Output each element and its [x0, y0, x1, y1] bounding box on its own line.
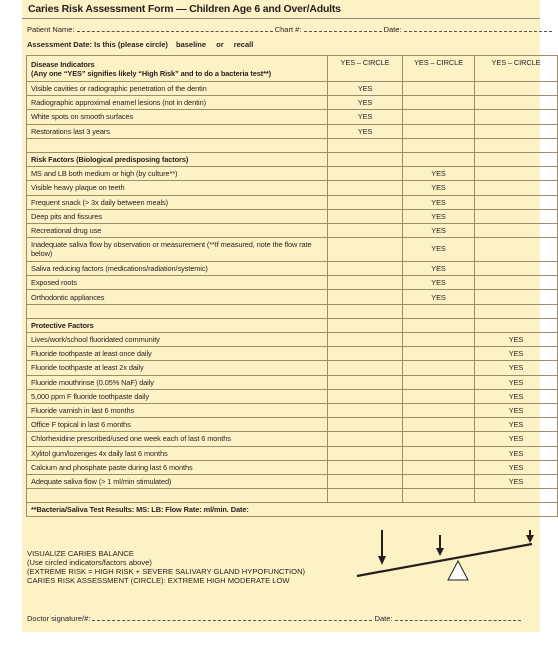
signature-row [27, 613, 521, 623]
factor-label: Fluoride mouthrinse (0.05% NaF) daily [27, 375, 328, 389]
disease-indicators-subtitle: (Any one “YES” signifies likely “High Risk” and to do a bacteria test**) [31, 68, 272, 78]
empty-cell [328, 262, 403, 276]
empty-cell [475, 82, 558, 96]
spacer-row [27, 489, 558, 503]
empty-cell [328, 403, 403, 417]
risk-factors-heading: Risk Factors (Biological predisposing factors) [27, 152, 328, 166]
date-label: Date: [383, 25, 402, 34]
patient-name-field[interactable] [77, 24, 273, 32]
factor-label: Exposed roots [27, 276, 328, 290]
risk-assessment-table [26, 55, 558, 517]
empty-cell [328, 361, 403, 375]
factor-label: Frequent snack (> 3x daily between meals) [27, 195, 328, 209]
table-row [27, 446, 558, 460]
empty-cell [328, 418, 403, 432]
empty-cell [328, 389, 403, 403]
empty-cell [403, 474, 475, 488]
risk-factors-section [27, 167, 558, 305]
signature-date-field[interactable] [395, 613, 521, 621]
disease-indicators-heading [27, 56, 328, 82]
empty-cell [328, 446, 403, 460]
empty-cell [403, 389, 475, 403]
bacteria-results-row [27, 503, 558, 517]
yes-circle-option[interactable]: YES [475, 361, 558, 375]
factor-label: Fluoride toothpaste at least once daily [27, 347, 328, 361]
assessment-date-row [27, 40, 253, 49]
spacer-row [27, 138, 558, 152]
column-header-3: YES – CIRCLE [475, 56, 558, 82]
factor-label: Calcium and phosphate paste during last 6 months [27, 460, 328, 474]
visualize-title: VISUALIZE CARIES BALANCE [27, 549, 134, 558]
empty-cell [328, 333, 403, 347]
table-row [27, 460, 558, 474]
patient-info-row [27, 24, 552, 34]
table-row [27, 110, 558, 124]
factor-label: Office F topical in last 6 months [27, 418, 328, 432]
empty-cell [328, 474, 403, 488]
yes-circle-option[interactable]: YES [475, 347, 558, 361]
yes-circle-option[interactable]: YES [475, 375, 558, 389]
factor-label: Fluoride varnish in last 6 months [27, 403, 328, 417]
empty-cell [328, 375, 403, 389]
factor-label: Fluoride toothpaste at least 2x daily [27, 361, 328, 375]
table-row [27, 276, 558, 290]
empty-cell [475, 262, 558, 276]
doctor-signature-field[interactable] [92, 613, 372, 621]
column-header-2: YES – CIRCLE [403, 56, 475, 82]
empty-cell [475, 124, 558, 138]
factor-label: Visible heavy plaque on teeth [27, 181, 328, 195]
table-row [27, 209, 558, 223]
table-row [27, 403, 558, 417]
factor-label: Deep pits and fissures [27, 209, 328, 223]
disease-indicators-title: Disease Indicators [31, 59, 95, 69]
yes-circle-option[interactable]: YES [403, 276, 475, 290]
disease-indicators-header-row [27, 56, 558, 82]
yes-circle-option[interactable]: YES [475, 333, 558, 347]
yes-circle-option[interactable]: YES [475, 389, 558, 403]
assessment-date-label: Assessment Date: Is this (please circle) [27, 40, 168, 49]
or-text: or [216, 40, 224, 49]
empty-cell [328, 460, 403, 474]
table-row [27, 375, 558, 389]
spacer-row [27, 304, 558, 318]
table-row [27, 389, 558, 403]
table-row [27, 432, 558, 446]
yes-circle-option[interactable]: YES [403, 290, 475, 304]
yes-circle-option[interactable]: YES [403, 195, 475, 209]
empty-cell [328, 347, 403, 361]
arrow-down-icon [526, 530, 534, 543]
factor-label: Radiographic approximal enamel lesions (not in dentin) [27, 96, 328, 110]
empty-cell [475, 238, 558, 262]
empty-cell [328, 209, 403, 223]
table-row [27, 361, 558, 375]
empty-cell [475, 181, 558, 195]
chart-number-field[interactable] [304, 24, 382, 32]
empty-cell [403, 418, 475, 432]
table-row [27, 347, 558, 361]
factor-label: Restorations last 3 years [27, 124, 328, 138]
empty-cell [475, 276, 558, 290]
doctor-signature-label: Doctor signature/#: [27, 614, 91, 623]
empty-cell [328, 181, 403, 195]
yes-circle-option[interactable]: YES [403, 262, 475, 276]
visualize-caries-balance [27, 549, 305, 585]
empty-cell [475, 167, 558, 181]
empty-cell [328, 238, 403, 262]
patient-name-label: Patient Name: [27, 25, 75, 34]
table-row [27, 167, 558, 181]
yes-circle-option[interactable]: YES [328, 110, 403, 124]
protective-factors-section [27, 333, 558, 489]
seesaw-fulcrum-icon [448, 561, 468, 580]
yes-circle-option[interactable]: YES [475, 460, 558, 474]
yes-circle-option[interactable]: YES [403, 181, 475, 195]
empty-cell [403, 333, 475, 347]
table-row [27, 124, 558, 138]
empty-cell [475, 209, 558, 223]
factor-label: Orthodontic appliances [27, 290, 328, 304]
empty-cell [403, 96, 475, 110]
table-row [27, 238, 558, 262]
column-header-1: YES – CIRCLE [328, 56, 403, 82]
table-row [27, 262, 558, 276]
signature-date-label: Date: [374, 614, 393, 623]
empty-cell [475, 223, 558, 237]
bacteria-results-note[interactable]: **Bacteria/Saliva Test Results: MS: LB: Flow Rate: ml/min. Date: [27, 503, 558, 517]
empty-cell [403, 403, 475, 417]
factor-label: Adequate saliva flow (> 1 ml/min stimulated) [27, 474, 328, 488]
factor-label: Recreational drug use [27, 223, 328, 237]
visualize-instructions: (Use circled indicators/factors above) [27, 558, 152, 567]
arrow-down-icon [378, 530, 386, 565]
yes-circle-option[interactable]: YES [328, 82, 403, 96]
yes-circle-option[interactable]: YES [403, 223, 475, 237]
table-row [27, 195, 558, 209]
caries-risk-form [22, 0, 540, 632]
factor-label: Inadequate saliva flow by observation or measurement (**If measured, note the flow rate below) [27, 238, 328, 262]
recall-option[interactable]: recall [233, 40, 254, 49]
table-row [27, 181, 558, 195]
empty-cell [403, 124, 475, 138]
protective-factors-header-row [27, 318, 558, 332]
chart-number-label: Chart #: [274, 25, 302, 34]
date-field[interactable] [404, 24, 552, 32]
yes-circle-option[interactable]: YES [475, 403, 558, 417]
empty-cell [403, 82, 475, 96]
disease-indicators-section [27, 82, 558, 139]
empty-cell [328, 432, 403, 446]
factor-label: Xylitol gum/lozenges 4x daily last 6 months [27, 446, 328, 460]
protective-factors-heading: Protective Factors [27, 318, 328, 332]
yes-circle-option[interactable]: YES [403, 238, 475, 262]
factor-label: Chlorhexidine prescribed/used one week each of last 6 months [27, 432, 328, 446]
empty-cell [403, 347, 475, 361]
table-row [27, 290, 558, 304]
yes-circle-option[interactable]: YES [328, 96, 403, 110]
risk-factors-header-row [27, 152, 558, 166]
extreme-risk-definition: (EXTREME RISK = HIGH RISK + SEVERE SALIVARY GLAND HYPOFUNCTION) [27, 567, 306, 576]
empty-cell [403, 361, 475, 375]
empty-cell [328, 195, 403, 209]
yes-circle-option[interactable]: YES [475, 474, 558, 488]
empty-cell [403, 110, 475, 124]
factor-label: Visible cavities or radiographic penetration of the dentin [27, 82, 328, 96]
empty-cell [328, 290, 403, 304]
table-row [27, 333, 558, 347]
table-row [27, 82, 558, 96]
empty-cell [403, 460, 475, 474]
yes-circle-option[interactable]: YES [475, 418, 558, 432]
empty-cell [475, 195, 558, 209]
yes-circle-option[interactable]: YES [328, 124, 403, 138]
caries-balance-seesaw-icon [354, 527, 534, 587]
empty-cell [475, 96, 558, 110]
risk-assessment-circle-options[interactable]: CARIES RISK ASSESSMENT (CIRCLE): EXTREME HIGH MODERATE LOW [27, 576, 290, 585]
baseline-option[interactable]: baseline [176, 40, 207, 49]
factor-label: Saliva reducing factors (medications/radiation/systemic) [27, 262, 328, 276]
arrow-down-icon [436, 535, 444, 556]
empty-cell [475, 110, 558, 124]
empty-cell [403, 432, 475, 446]
empty-cell [328, 276, 403, 290]
form-title: Caries Risk Assessment Form — Children Age 6 and Over/Adults [28, 3, 341, 15]
table-row [27, 96, 558, 110]
empty-cell [328, 223, 403, 237]
table-row [27, 223, 558, 237]
yes-circle-option[interactable]: YES [403, 167, 475, 181]
empty-cell [475, 290, 558, 304]
yes-circle-option[interactable]: YES [403, 209, 475, 223]
empty-cell [403, 375, 475, 389]
empty-cell [328, 167, 403, 181]
factor-label: 5,000 ppm F fluoride toothpaste daily [27, 389, 328, 403]
table-row [27, 474, 558, 488]
factor-label: MS and LB both medium or high (by culture**) [27, 167, 328, 181]
yes-circle-option[interactable]: YES [475, 432, 558, 446]
yes-circle-option[interactable]: YES [475, 446, 558, 460]
factor-label: White spots on smooth surfaces [27, 110, 328, 124]
factor-label: Lives/work/school fluoridated community [27, 333, 328, 347]
empty-cell [403, 446, 475, 460]
table-row [27, 418, 558, 432]
title-divider [22, 18, 540, 19]
